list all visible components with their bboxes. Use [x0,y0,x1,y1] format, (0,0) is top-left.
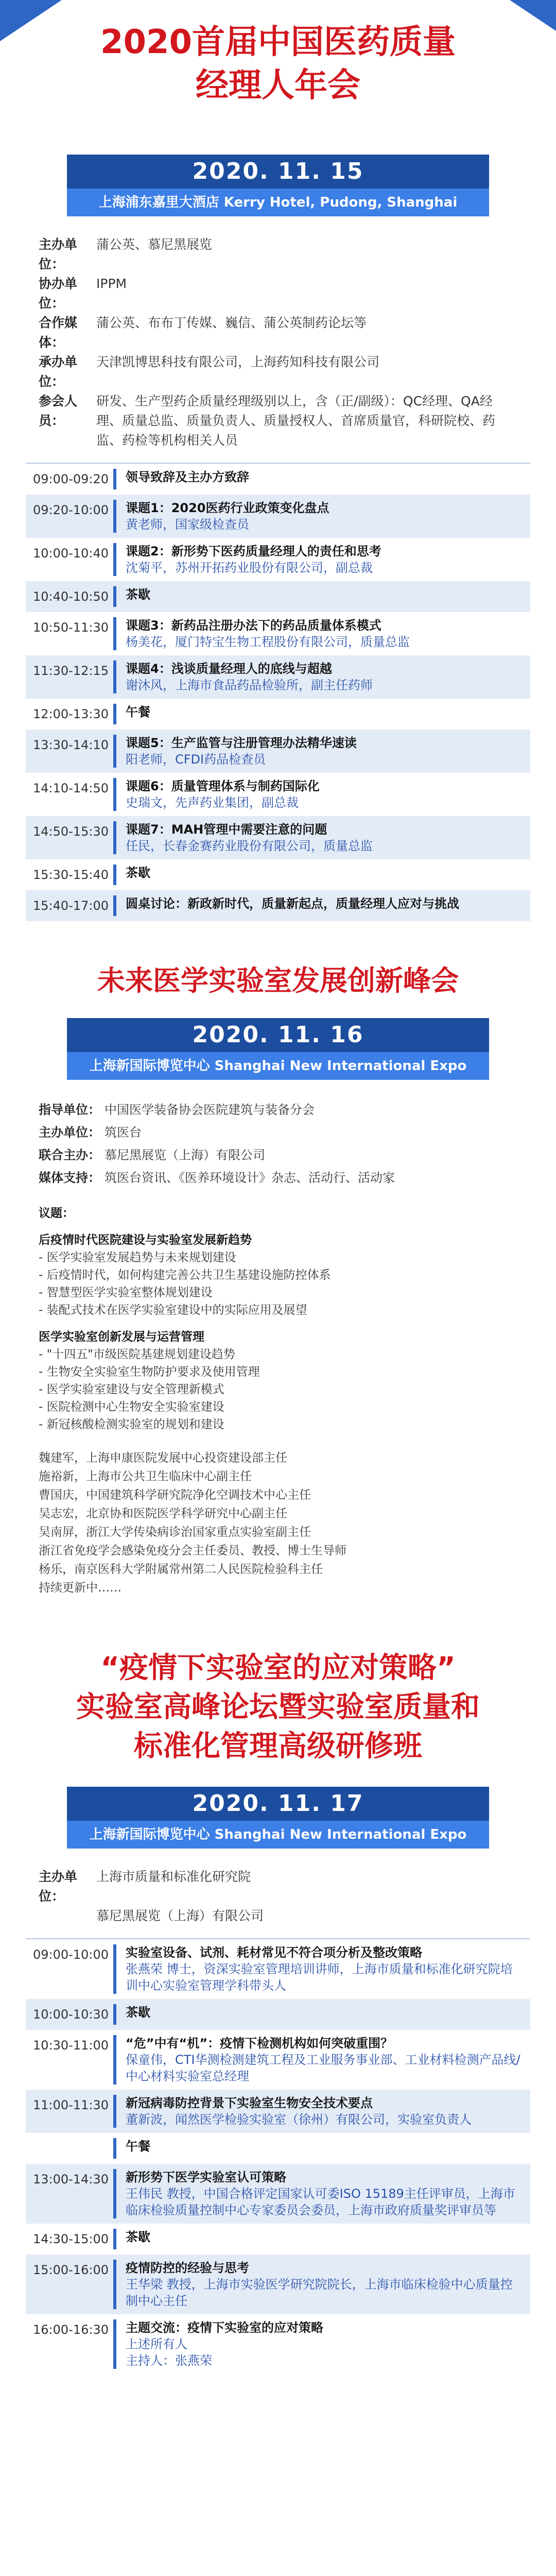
schedule-row [26,773,530,816]
schedule-divider [113,586,116,607]
conf2-experts [39,1449,517,1597]
schedule-speaker: 任民，长春金赛药业股份有限公司，质量总监 [126,839,373,853]
schedule-content [126,2095,530,2128]
schedule-title: 圆桌讨论：新政新时代，质量新起点，质量经理人应对与挑战 [126,896,459,911]
schedule-time [26,2138,113,2140]
info-key [39,1906,96,1926]
schedule-divider [113,2004,116,2025]
schedule-time: 13:00-14:30 [33,2172,109,2187]
topic-item: - 装配式技术在医学实验室建设中的实际应用及展望 [39,1303,307,1317]
info-row [39,392,517,450]
topic-item: - "十四五"市级医院基建规划建设趋势 [39,1348,235,1361]
schedule-title: 新形势下医学实验室认可策略 [126,2170,286,2184]
schedule-speaker: 王华梁 教授，上海市实验医学研究院院长，上海市临床检验中心质量控制中心主任 [126,2277,513,2308]
schedule-title: 课题4：浅谈质量经理人的底线与超越 [126,662,332,676]
schedule-speaker: 谢沐风，上海市食品药品检验所，副主任药师 [126,678,373,692]
conf2-date: 2020. 11. 16 [67,1018,489,1052]
schedule-title: 茶歇 [126,2005,150,2020]
schedule-title: 课题2：新形势下医药质量经理人的责任和思考 [126,544,381,558]
schedule-row [26,2030,530,2090]
info-row [39,1098,517,1121]
schedule-title: “危”中有“机”：疫情下检测机构如何突破重围？ [126,2036,393,2050]
topic-item: - 医学实验室建设与安全管理新模式 [39,1383,224,1396]
conf2-title: 未来医学实验室发展创新峰会 [97,964,459,997]
info-value: 上海市质量和标准化研究院 [96,1869,251,1884]
decor-triangle-left [0,0,62,41]
expert-item: 持续更新中…… [39,1581,121,1595]
info-row [39,1121,517,1144]
schedule-content [126,2260,530,2309]
schedule-speaker: 张燕荣 博士，资深实验室管理培训讲师，上海市质量和标准化研究院培训中心实验室管理学科带头人 [126,1962,513,1993]
schedule-content [126,2035,530,2084]
topic-item: - 医院检测中心生物安全实验室建设 [39,1400,224,1414]
schedule-title: 实验室设备、试剂、耗材常见不符合项分析及整改策略 [126,1945,422,1960]
schedule-time: 10:00-10:30 [33,2007,109,2022]
schedule-row [26,581,530,612]
schedule-time: 10:00-10:40 [33,546,109,561]
expert-item: 曹国庆，中国建筑科学研究院净化空调技术中心主任 [39,1488,311,1502]
expert-item: 杨乐，南京医科大学附属常州第二人民医院检验科主任 [39,1563,323,1576]
schedule-time: 15:00-16:00 [33,2263,109,2277]
decor-triangle-right [510,0,556,31]
schedule-title: 茶歇 [126,587,150,602]
schedule-row [26,730,530,773]
schedule-title: 课题7：MAH管理中需要注意的问题 [126,822,327,837]
schedule-speaker: 沈菊平，苏州开拓药业股份有限公司，副总裁 [126,561,373,575]
schedule-title: 课题3：新药品注册办法下的药品质量体系模式 [126,618,381,633]
conf3-title-line1: “疫情下实验室的应对策略” [100,1651,456,1685]
topic-group-heading: 后疫情时代医院建设与实验室发展新趋势 [39,1233,252,1247]
schedule-row [26,699,530,730]
schedule-content [126,778,530,811]
schedule-time: 14:30-15:00 [33,2232,109,2246]
schedule-row [26,2133,530,2164]
schedule-divider [113,704,116,724]
schedule-row [26,816,530,859]
schedule-content [126,2138,530,2155]
conf2-info [39,1098,517,1189]
schedule-title: 主题交流：疫情下实验室的应对策略 [126,2320,323,2335]
schedule-divider [113,500,116,533]
schedule-divider [113,2319,116,2369]
schedule-row [26,2164,530,2224]
schedule-speaker: 保童伟，CTI华测检测建筑工程及工业服务事业部、工业材料检测产品线/中心材料实验室总经理 [126,2053,520,2083]
conf1-schedule [26,463,530,921]
schedule-content [126,1944,530,1994]
conf2-venue: 上海新国际博览中心 Shanghai New International Expo Center [67,1052,489,1080]
schedule-title: 领导致辞及主办方致辞 [126,470,249,484]
info-value: 蒲公英、布布丁传媒、巍信、蒲公英制药论坛等 [96,315,367,330]
info-value: 慕尼黑展览（上海）有限公司 [105,1148,265,1162]
schedule-content [126,500,530,533]
conf3-title-line2: 实验室高峰论坛暨实验室质量和 [76,1690,480,1724]
info-value: 中国医学装备协会医院建筑与装备分会 [105,1103,315,1117]
info-value: 蒲公英、慕尼黑展览 [96,237,213,252]
schedule-speaker: 阳老师，CFDI药品检查员 [126,752,266,767]
schedule-content [126,543,530,576]
schedule-divider [113,865,116,885]
schedule-speaker: 王伟民 教授，中国合格评定国家认可委ISO 15189主任评审员，上海市临床检验质量控制中心专家委员会委员，上海市政府质量奖评审员等 [126,2187,515,2217]
info-value: 天津凯博思科技有限公司，上海药知科技有限公司 [96,354,380,369]
info-row [39,235,517,274]
schedule-content [126,660,530,693]
info-key: 协办单位： [39,276,78,311]
schedule-speaker: 杨美花，厦门特宝生物工程股份有限公司，质量总监 [126,635,410,649]
schedule-title: 午餐 [126,2139,150,2154]
schedule-content [126,2229,530,2245]
schedule-row [26,538,530,581]
conf1-venue: 上海浦东嘉里大酒店 Kerry Hotel, Pudong, Shanghai [67,189,489,216]
schedule-divider [113,543,116,576]
conf1-hero [0,0,556,155]
schedule-time: 11:30-12:15 [33,664,109,678]
schedule-row [26,495,530,538]
schedule-time: 11:00-11:30 [33,2098,109,2112]
conf1-title-line1: 2020首届中国医药质量 [100,23,456,61]
schedule-row [26,464,530,495]
conf3-venue: 上海新国际博览中心 Shanghai New International Expo Center [67,1821,489,1849]
schedule-divider [113,660,116,693]
info-row [39,1166,517,1189]
info-key: 参会人员： [39,394,78,428]
schedule-divider [113,2169,116,2218]
schedule-title: 午餐 [126,705,150,719]
schedule-row [26,2090,530,2133]
info-value: 筑医台 [105,1125,142,1140]
schedule-title: 课题6：质量管理体系与制药国际化 [126,779,320,793]
info-key: 联合主办： [39,1148,100,1162]
info-row [39,1906,517,1926]
conf2-section [0,962,556,1597]
conf3-date: 2020. 11. 17 [67,1787,489,1821]
info-key: 主办单位： [39,1869,78,1904]
schedule-divider [113,735,116,768]
schedule-title: 新冠病毒防控背景下实验室生物安全技术要点 [126,2096,373,2110]
schedule-content [126,2169,530,2218]
schedule-divider [113,617,116,650]
conf1-title-line2: 经理人年会 [196,66,360,105]
schedule-row [26,2314,530,2374]
topic-group-heading: 医学实验室创新发展与运营管理 [39,1330,204,1344]
info-key: 指导单位： [39,1103,100,1117]
schedule-row [26,2224,530,2255]
info-key: 主办单位： [39,237,78,272]
schedule-title: 茶歇 [126,2230,150,2244]
topic-item: - 后疫情时代，如何构建完善公共卫生基建设施防控体系 [39,1268,331,1282]
schedule-divider [113,2260,116,2309]
schedule-content [126,469,530,485]
schedule-divider [113,469,116,489]
schedule-speaker: 上述所有人 主持人：张燕荣 [126,2337,212,2368]
schedule-time: 15:40-17:00 [33,899,109,913]
info-key: 主办单位： [39,1125,100,1140]
topic-item: - 医学实验室发展趋势与未来规划建设 [39,1251,236,1264]
schedule-time: 09:00-09:20 [33,472,109,486]
conf1-date: 2020. 11. 15 [67,155,489,189]
schedule-speaker: 董新波，闻然医学检验实验室（徐州）有限公司，实验室负责人 [126,2112,472,2127]
schedule-content [126,2319,530,2369]
info-value: 筑医台资讯、《医养环境设计》杂志、活动行、活动家 [105,1171,395,1185]
schedule-content [126,617,530,650]
expert-item: 施裕新，上海市公共卫生临床中心副主任 [39,1470,252,1483]
schedule-time: 09:20-10:00 [33,503,109,517]
schedule-divider [113,778,116,811]
schedule-time: 10:50-11:30 [33,620,109,635]
topic-item: - 新冠核酸检测实验室的规划和建设 [39,1418,224,1431]
topics-label: 议题： [39,1207,74,1220]
schedule-time: 10:40-10:50 [33,589,109,604]
schedule-row [26,1999,530,2030]
schedule-row [26,890,530,921]
info-row [39,1144,517,1166]
schedule-divider [113,2035,116,2084]
conf3-title-line3: 标准化管理高级研修班 [134,1730,422,1763]
schedule-content [126,895,530,912]
topic-item: - 智慧型医学实验室整体规划建设 [39,1286,213,1299]
info-key: 合作媒体： [39,315,78,350]
info-value: 慕尼黑展览（上海）有限公司 [96,1908,264,1923]
schedule-time: 10:30-11:00 [33,2038,109,2053]
schedule-title: 茶歇 [126,866,150,880]
conf3-section [0,1649,556,2374]
schedule-divider [113,2095,116,2128]
schedule-title: 课题1：2020医药行业政策变化盘点 [126,501,329,515]
schedule-time: 14:10-14:50 [33,781,109,795]
schedule-content [126,586,530,603]
schedule-row [26,1939,530,1999]
info-value: 研发、生产型药企质量经理级别以上，含（正/副级）：QC经理、QA经理、质量总监、质量负责人、质量授权人、首席质量官，科研院校、药监、药检等机构相关人员 [96,394,496,448]
expert-item: 浙江省免疫学会感染免疫分会主任委员、教授、博士生导师 [39,1544,346,1557]
schedule-row [26,2255,530,2314]
schedule-divider [113,821,116,854]
info-row [39,274,517,313]
schedule-content [126,735,530,768]
schedule-row [26,612,530,655]
schedule-content [126,821,530,854]
schedule-title: 疫情防控的经验与思考 [126,2261,249,2275]
schedule-time: 09:00-10:00 [33,1947,109,1962]
conf3-info [39,1867,517,1926]
info-row [39,1867,517,1906]
conf2-topics [39,1205,517,1433]
schedule-speaker: 黄老师，国家级检查员 [126,517,249,532]
conf3-schedule [26,1938,530,2374]
expert-item: 吴志宏，北京协和医院医学科学研究中心副主任 [39,1507,287,1520]
info-row [39,352,517,392]
conf1-info [39,235,517,450]
schedule-content [126,865,530,881]
schedule-title: 课题5：生产监管与注册管理办法精华速读 [126,736,357,750]
schedule-time: 15:30-15:40 [33,868,109,882]
expert-item: 魏建军，上海申康医院发展中心投资建设部主任 [39,1451,287,1465]
info-row [39,313,517,352]
schedule-time: 14:50-15:30 [33,824,109,839]
topic-item: - 生物安全实验室生物防护要求及使用管理 [39,1365,260,1379]
schedule-row [26,859,530,890]
schedule-row [26,655,530,699]
expert-item: 吴南屏，浙江大学传染病诊治国家重点实验室副主任 [39,1526,311,1539]
schedule-divider [113,2229,116,2249]
schedule-divider [113,1944,116,1994]
schedule-time: 16:00-16:30 [33,2323,109,2337]
schedule-speaker: 史瑞文，先声药业集团，副总裁 [126,795,299,810]
schedule-content [126,704,530,720]
info-key: 媒体支持： [39,1171,100,1185]
info-value: IPPM [96,276,127,291]
schedule-divider [113,895,116,916]
schedule-time: 13:30-14:10 [33,738,109,752]
schedule-time: 12:00-13:30 [33,707,109,721]
info-key: 承办单位： [39,354,78,389]
schedule-divider [113,2138,116,2159]
schedule-content [126,2004,530,2021]
